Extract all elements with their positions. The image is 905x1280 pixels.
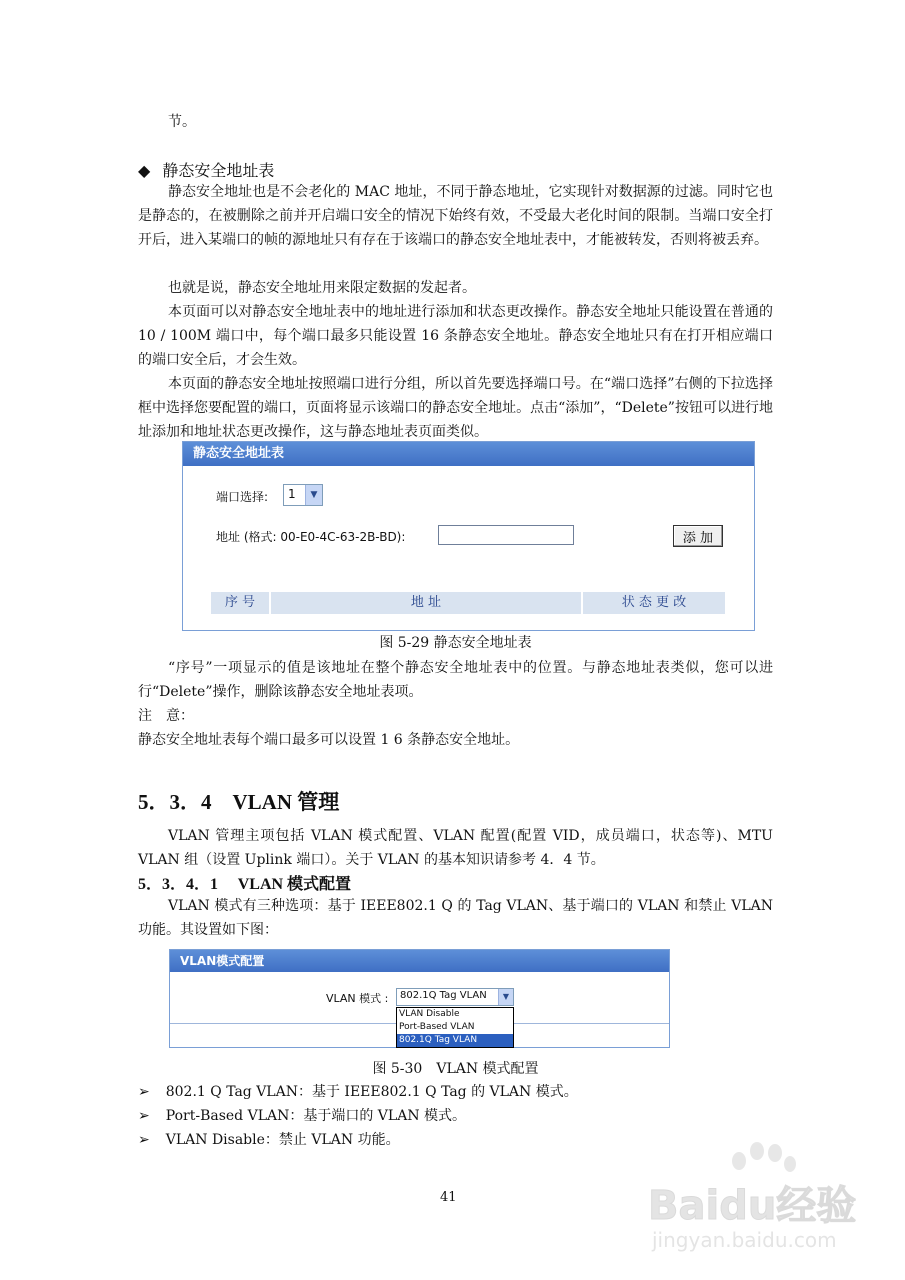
port-select-value: 1 [288, 487, 296, 501]
vlan-mode-label: VLAN 模式 : [326, 992, 389, 1005]
address-input[interactable] [438, 525, 574, 545]
paragraph-fragment: 节。 [168, 114, 196, 130]
figure-caption: 图 5-29 静态安全地址表 [379, 635, 532, 651]
vlan-mode-value: 802.1Q Tag VLAN [400, 990, 487, 1001]
section-heading-5-3-4-1: 5．3．4．1 VLAN 模式配置 [138, 876, 352, 893]
port-select-label: 端口选择: [216, 490, 269, 504]
paragraph: VLAN 模式有三种选项：基于 IEEE802.1 Q 的 Tag VLAN、基于端口的 VLAN 和禁止 VLAN 功能。其设置如下图： [138, 898, 773, 938]
bullet-item [138, 1080, 578, 1104]
watermark-brand: Baidu经验 [648, 1183, 857, 1229]
note-text: 静态安全地址表每个端口最多可以设置 1 6 条静态安全地址。 [138, 732, 520, 748]
bullet-text: VLAN Disable：禁止 VLAN 功能。 [165, 1132, 400, 1148]
chevron-down-icon[interactable]: ▼ [498, 989, 513, 1005]
bullet-list [138, 1080, 578, 1152]
figure-caption: 图 5-30 VLAN 模式配置 [372, 1061, 539, 1077]
diamond-bullet-icon: ◆ [138, 161, 151, 180]
chevron-down-icon[interactable]: ▼ [305, 485, 322, 505]
vlan-mode-select[interactable] [396, 988, 514, 1006]
paragraph: VLAN 管理主项包括 VLAN 模式配置、VLAN 配置(配置 VID，成员端口，状态等)、MTU VLAN 组（设置 Uplink 端口）。关于 VLAN 的基本知识请参考 4．4 节。 [138, 828, 773, 868]
arrow-bullet-icon: ➢ [138, 1132, 150, 1148]
column-header-index: 序 号 [211, 592, 269, 614]
watermark-url: jingyan.baidu.com [652, 1228, 837, 1252]
arrow-bullet-icon: ➢ [138, 1084, 150, 1100]
vlan-mode-dropdown-list [396, 1007, 514, 1048]
column-header-status-change: 状 态 更 改 [583, 592, 725, 614]
paragraph: 本页面的静态安全地址按照端口进行分组，所以首先要选择端口号。在“端口选择”右侧的下拉选择框中选择您要配置的端口，页面将显示该端口的静态安全地址。点击“添加”，“Delete”按钮可以进行地址添加和地址状态更改操作，这与静态地址表页面类似。 [138, 376, 773, 440]
paragraph: 本页面可以对静态安全地址表中的地址进行添加和状态更改操作。静态安全地址只能设置在普通的 10 / 100M 端口中，每个端口最多只能设置 16 条静态安全地址。静态安全地址只有在打开相应端口的端口安全后，才会生效。 [138, 304, 773, 368]
paw-logo-icon [712, 1138, 802, 1178]
bullet-text: Port-Based VLAN：基于端口的 VLAN 模式。 [165, 1108, 467, 1124]
dropdown-option[interactable]: VLAN Disable [399, 1009, 460, 1019]
section-heading-5-3-4: 5．3．4 VLAN 管理 [138, 790, 340, 814]
bullet-item [138, 1104, 578, 1128]
vlan-mode-panel [169, 949, 670, 1048]
bullet-item [138, 1128, 578, 1152]
baidu-watermark [642, 1138, 862, 1258]
dropdown-option-selected[interactable]: 802.1Q Tag VLAN [397, 1034, 513, 1047]
section-heading [138, 158, 274, 181]
note-label: 注 意： [138, 708, 194, 724]
add-button[interactable]: 添 加 [673, 525, 723, 547]
address-table-header [211, 592, 725, 614]
bullet-text: 802.1 Q Tag VLAN：基于 IEEE802.1 Q Tag 的 VLAN 模式。 [165, 1084, 578, 1100]
dropdown-option[interactable]: Port-Based VLAN [399, 1022, 475, 1032]
arrow-bullet-icon: ➢ [138, 1108, 150, 1124]
static-secure-address-panel [182, 441, 755, 631]
section-title: 静态安全地址表 [162, 161, 275, 180]
column-header-address: 地 址 [271, 592, 581, 614]
paragraph: “序号”一项显示的值是该地址在整个静态安全地址表中的位置。与静态地址表类似，您可以进行“Delete”操作，删除该静态安全地址表项。 [138, 660, 773, 700]
page-number: 41 [440, 1190, 457, 1205]
panel-header: VLAN模式配置 [170, 950, 669, 972]
panel-header: 静态安全地址表 [183, 442, 754, 466]
address-label: 地址 (格式: 00-E0-4C-63-2B-BD): [216, 530, 406, 544]
port-select[interactable] [283, 484, 323, 506]
paragraph: 静态安全地址也是不会老化的 MAC 地址，不同于静态地址，它实现针对数据源的过滤。同时它也是静态的，在被删除之前并开启端口安全的情况下始终有效，不受最大老化时间的限制。当端口安全打开后，进入某端口的帧的源地址只有存在于该端口的静态安全地址表中，才能被转发，否则将被丢弃。 [138, 184, 773, 248]
paragraph: 也就是说，静态安全地址用来限定数据的发起者。 [168, 280, 476, 296]
